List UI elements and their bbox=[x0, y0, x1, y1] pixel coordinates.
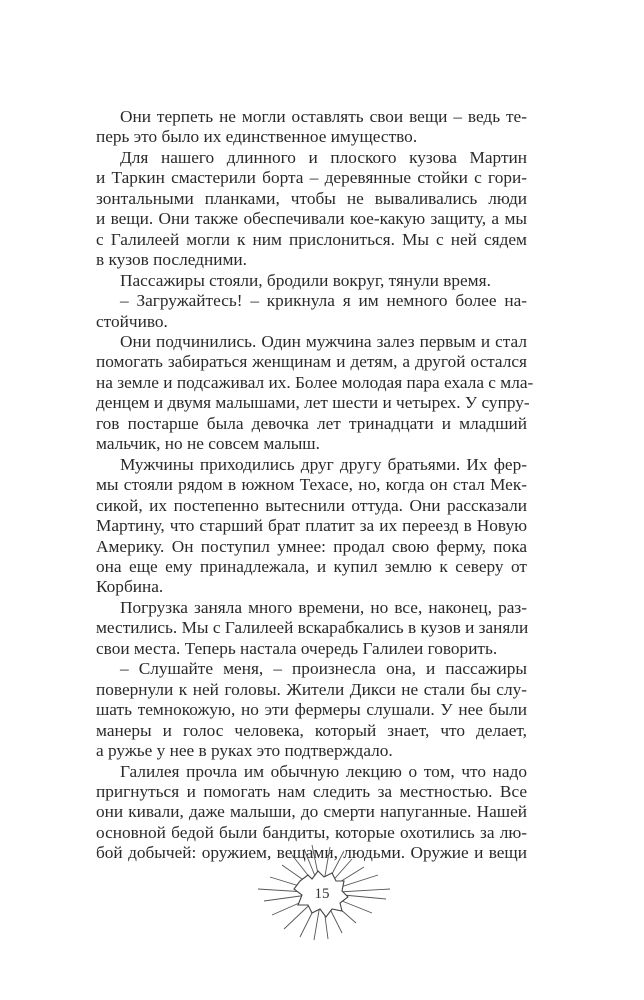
text-line: манеры и голос человека, который знает, что делает, bbox=[96, 720, 527, 740]
text-line: и вещи. Они также обеспечивали кое-какую защиту, а мы bbox=[96, 209, 527, 229]
text-line: в кузов последними. bbox=[96, 250, 247, 270]
text-line: перь это было их единственное имущество. bbox=[96, 127, 418, 147]
text-line: – Загружайтесь! – крикнула я им немного более на- bbox=[120, 291, 527, 311]
text-line: бой добычей: оружием, вещами, людьми. Оружие и вещи bbox=[96, 843, 527, 863]
text-line: зонтальными планками, чтобы не вываливались люди bbox=[96, 188, 527, 208]
text-line: Пассажиры стояли, бродили вокруг, тянули время. bbox=[120, 270, 491, 290]
text-line: Корбина. bbox=[96, 577, 164, 597]
page-number: 15 bbox=[314, 886, 330, 902]
text-line: они кивали, даже малыши, до смерти напуганные. Нашей bbox=[96, 802, 527, 822]
text-line: повернули к ней головы. Жители Дикси не стали бы слу- bbox=[96, 679, 527, 699]
text-line: – Слушайте меня, – произнесла она, и пассажиры bbox=[120, 659, 527, 679]
text-line: шать темнокожую, но эти фермеры слушали. У нее были bbox=[96, 700, 527, 720]
text-line: Они терпеть не могли оставлять свои вещи – ведь те- bbox=[120, 107, 527, 126]
text-line: Мартину, что старший брат платит за их переезд в Новую bbox=[96, 516, 527, 536]
text-line: Они подчинились. Один мужчина залез первым и стал bbox=[120, 331, 527, 351]
text-line: мальчик, но не совсем малыш. bbox=[96, 434, 320, 454]
text-line: пригнуться и помогать нам следить за местностью. Все bbox=[96, 781, 527, 801]
page-number-ornament bbox=[252, 845, 392, 940]
text-line: мы стояли рядом в южном Техасе, но, когда он стал Мек- bbox=[96, 475, 527, 495]
text-line: и Таркин смастерили борта – деревянные стойки с гори- bbox=[96, 168, 527, 188]
text-line: помогать забираться женщинам и детям, а другой остался bbox=[96, 352, 527, 372]
text-line: стойчиво. bbox=[96, 311, 168, 331]
text-line: Для нашего длинного и плоского кузова Мартин bbox=[120, 147, 527, 167]
text-line: Погрузка заняла много времени, но все, наконец, раз- bbox=[120, 597, 527, 617]
text-line: Мужчины приходились друг другу братьями. Их фер- bbox=[120, 454, 527, 474]
text-line: а ружье у нее в руках это подтверждало. bbox=[96, 741, 393, 761]
text-line: Галилея прочла им обычную лекцию о том, что надо bbox=[120, 761, 527, 781]
text-line: свои места. Теперь настала очередь Галилеи говорить. bbox=[96, 638, 498, 658]
text-line: Америку. Он поступил умнее: продал свою ферму, пока bbox=[96, 536, 527, 556]
text-line: местились. Мы с Галилеей вскарабкались в кузов и заняли bbox=[96, 618, 529, 638]
text-line: с Галилеей могли к ним прислониться. Мы с ней сядем bbox=[96, 229, 527, 249]
text-line: гов постарше была девочка лет тринадцати и младший bbox=[96, 413, 527, 433]
text-line: она еще ему принадлежала, и купил землю к северу от bbox=[96, 556, 527, 576]
text-line: на земле и подсаживал их. Более молодая пара ехала с мла- bbox=[96, 372, 534, 392]
text-line: основной бедой были бандиты, которые охотились за лю- bbox=[96, 822, 527, 842]
text-line: денцем и двумя малышами, лет шести и четырех. У супру- bbox=[96, 393, 530, 413]
body-text bbox=[96, 107, 534, 864]
text-line: сикой, их постепенно вытеснили оттуда. Они рассказали bbox=[96, 495, 527, 515]
